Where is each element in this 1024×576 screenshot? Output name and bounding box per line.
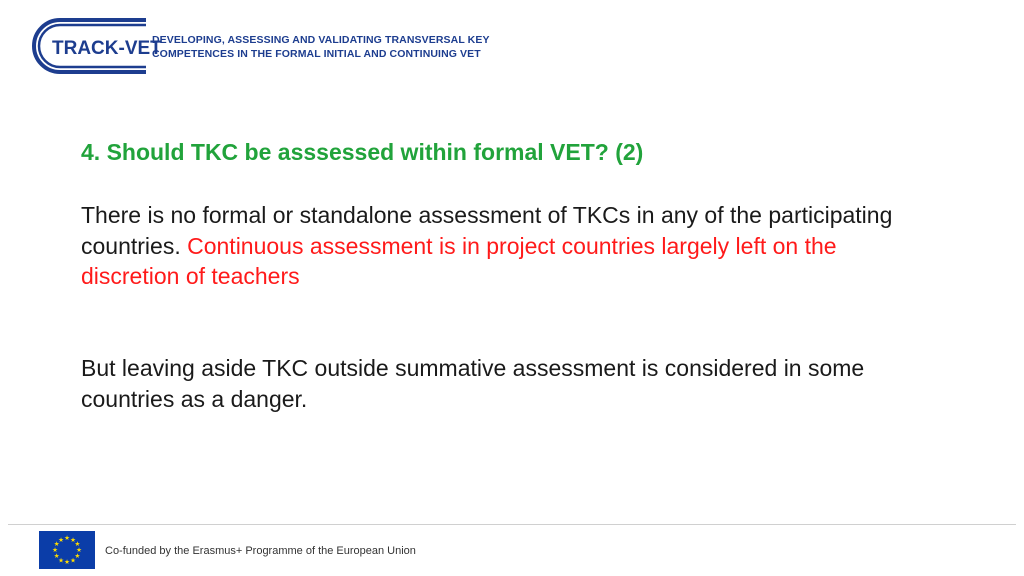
eu-star-icon: ★ [58,536,64,544]
footer-cofunded-text: Co-funded by the Erasmus+ Programme of the European Union [105,545,416,557]
eu-star-icon: ★ [74,553,81,561]
paragraph-2: But leaving aside TKC outside summative assessment is considered in some countries as a danger. [81,355,865,412]
eu-star-icon: ★ [53,553,60,561]
eu-star-icon: ★ [58,557,64,565]
logo-tagline-line2: COMPETENCES IN THE FORMAL INITIAL AND CONTINUING VET [152,48,481,60]
paragraph-1 [81,200,921,292]
eu-star-icon: ★ [76,547,82,555]
slide-heading: 4. Should TKC be asssessed within formal VET? (2) [81,139,644,165]
logo-wordmark: TRACK-VET [52,38,162,59]
paragraph-1-text: There is no formal or standalone assessment of TKCs in any of the participating countries. [81,202,893,259]
footer-divider [8,524,1016,525]
eu-star-icon: ★ [64,535,70,543]
eu-star-icon: ★ [70,536,76,544]
eu-star-icon: ★ [52,547,58,555]
eu-star-icon: ★ [53,541,60,549]
logo-tagline [152,33,490,61]
eu-star-icon: ★ [70,557,76,565]
eu-star-icon: ★ [64,559,70,567]
paragraph-1-highlight: Continuous assessment is in project countries largely left on the discretion of teachers [81,232,837,289]
eu-star-icon: ★ [74,541,81,549]
logo-tagline-line1: DEVELOPING, ASSESSING AND VALIDATING TRANSVERSAL KEY [152,34,490,46]
track-vet-logo [30,16,162,76]
eu-flag-icon [39,531,95,569]
